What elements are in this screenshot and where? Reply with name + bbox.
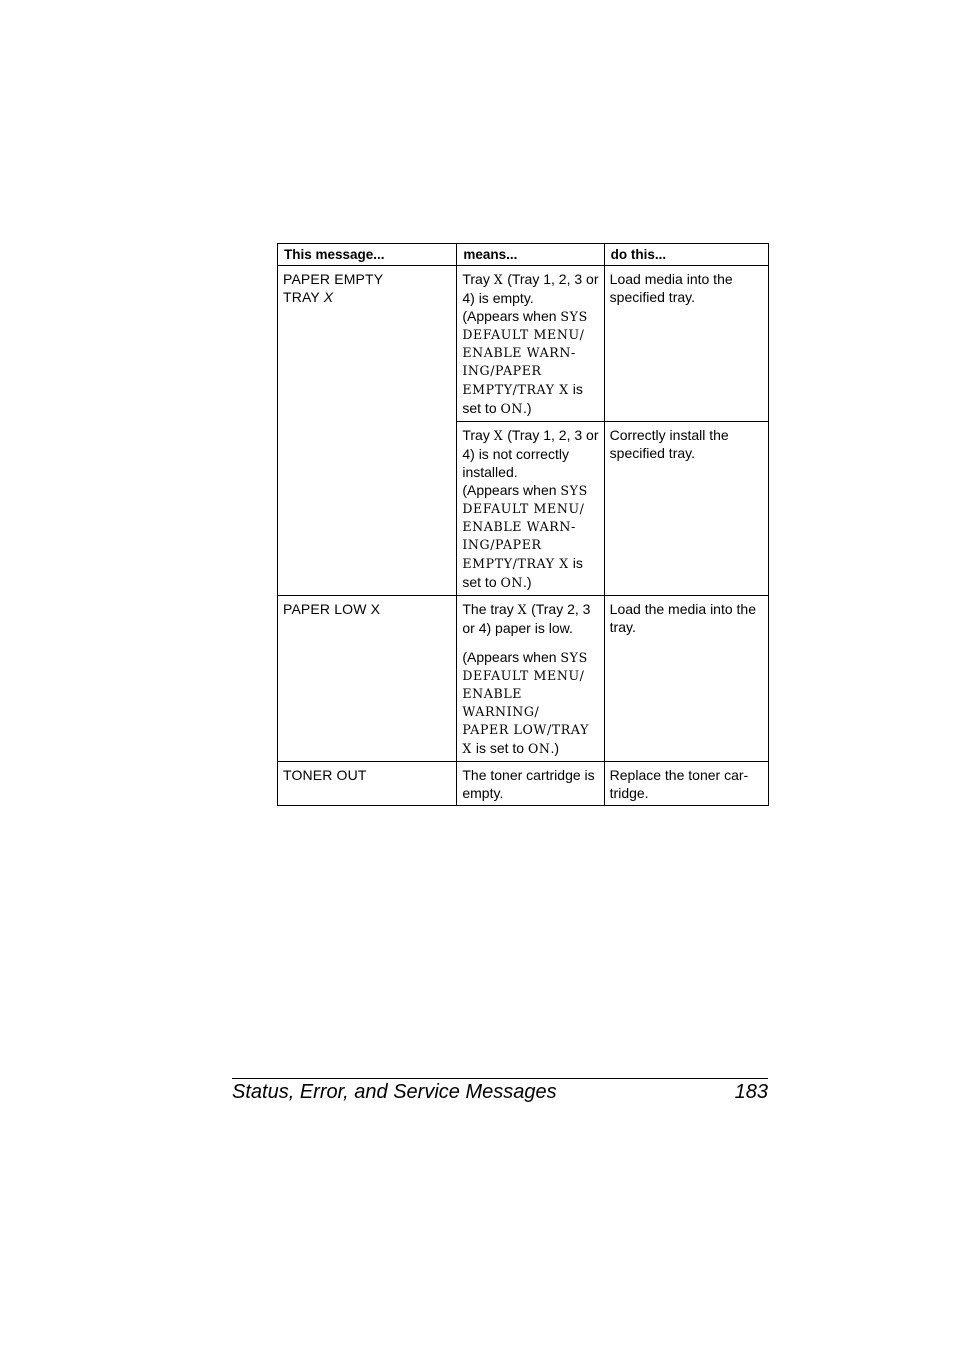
table-row <box>278 266 769 422</box>
footer-divider <box>232 1078 768 1079</box>
action-cell: Correctly install the specified tray. <box>604 422 768 596</box>
message-text: TRAY X <box>283 289 334 305</box>
table-row <box>278 762 769 806</box>
table-row <box>278 596 769 762</box>
means-cell: Tray X (Tray 1, 2, 3 or 4) is empty. (Appears when SYS DEFAULT MENU/ ENABLE WARN- ING/PAPER EMPTY/TRAY X is set to ON.) <box>457 266 604 422</box>
message-cell <box>278 266 457 596</box>
status-messages-table <box>277 243 769 806</box>
means-cell: The toner cartridge is empty. <box>457 762 604 806</box>
header-message: This message... <box>278 244 457 266</box>
means-cell: The tray X (Tray 2, 3 or 4) paper is low. (Appears when SYS DEFAULT MENU/ ENABLE WARNING/ PAPER LOW/TRAY X is set to ON.) <box>457 596 604 762</box>
message-text: PAPER EMPTY <box>283 271 384 287</box>
message-cell: PAPER LOW X <box>278 596 457 762</box>
action-cell: Load media into the specified tray. <box>604 266 768 422</box>
message-cell: TONER OUT <box>278 762 457 806</box>
table-header-row <box>278 244 769 266</box>
footer-section-title: Status, Error, and Service Messages <box>232 1081 557 1103</box>
action-cell: Load the media into the tray. <box>604 596 768 762</box>
page-number: 183 <box>734 1081 768 1103</box>
header-means: means... <box>457 244 604 266</box>
means-cell: Tray X (Tray 1, 2, 3 or 4) is not correctly installed. (Appears when SYS DEFAULT MENU/ ENABLE WARN- ING/PAPER EMPTY/TRAY X is set to ON.) <box>457 422 604 596</box>
message-variable: X <box>323 289 334 305</box>
action-cell: Replace the toner car-tridge. <box>604 762 768 806</box>
header-action: do this... <box>604 244 768 266</box>
